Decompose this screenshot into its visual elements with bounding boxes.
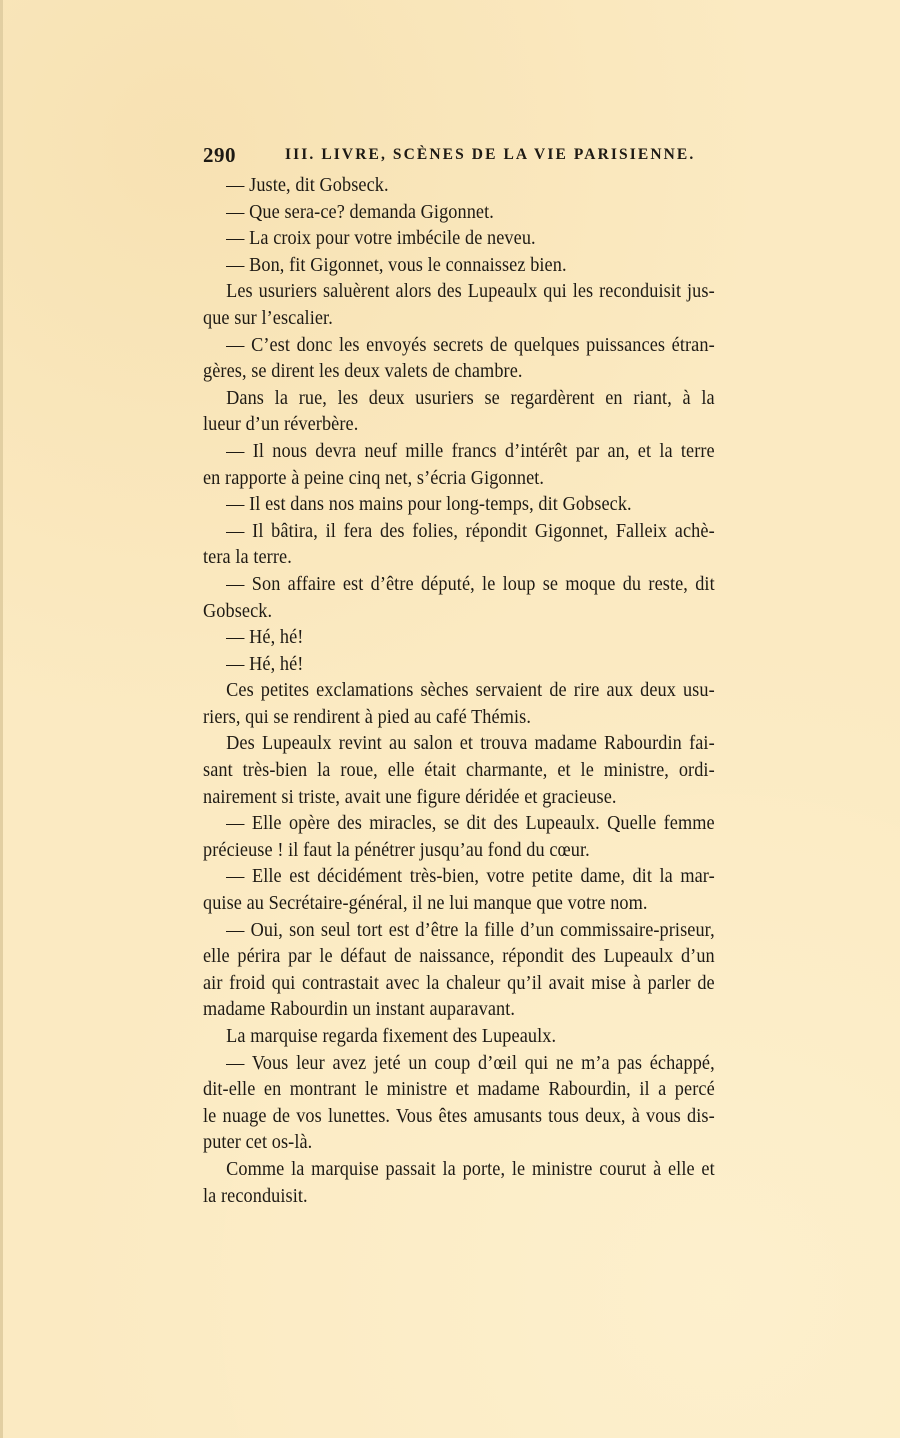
text-line: — Son affaire est d’être député, le loup se moque du reste, dit (226, 572, 715, 595)
text-line: puter cet os-là. (203, 1131, 313, 1154)
text-line: Les usuriers saluèrent alors des Lupeaulx qui les reconduisit jus- (226, 280, 715, 303)
text-line: Dans la rue, les deux usuriers se regardèrent en riant, à la (226, 386, 715, 409)
text-line: en rapporte à peine cinq net, s’écria Gigonnet. (203, 466, 545, 489)
text-line: la reconduisit. (203, 1184, 308, 1207)
page-header (203, 141, 723, 171)
text-line: que sur l’escalier. (203, 306, 333, 329)
text-line: — Bon, fit Gigonnet, vous le connaissez bien. (226, 253, 567, 276)
text-line: Comme la marquise passait la porte, le ministre courut à elle et (226, 1157, 715, 1180)
text-line: air froid qui contrastait avec la chaleur qu’il avait mise à parler de (203, 971, 715, 994)
text-line: Ces petites exclamations sèches servaient de rire aux deux usu- (226, 679, 715, 702)
text-line: — Vous leur avez jeté un coup d’œil qui ne m’a pas échappé, (226, 1051, 715, 1074)
text-line: — Il bâtira, il fera des folies, répondit Gigonnet, Falleix achè- (226, 519, 715, 542)
text-line: madame Rabourdin un instant auparavant. (203, 998, 516, 1021)
text-line: — Juste, dit Gobseck. (226, 174, 389, 196)
text-line: — Hé, hé! (226, 626, 304, 649)
text-line: — Elle est décidément très-bien, votre petite dame, dit la mar- (226, 865, 715, 888)
text-line: La marquise regarda fixement des Lupeaulx. (226, 1025, 557, 1047)
text-line: — Il nous devra neuf mille francs d’intérêt par an, et la terre (226, 439, 715, 462)
text-line: — Oui, son seul tort est d’être la fille d’un commissaire-priseur, (226, 918, 715, 941)
text-line: quise au Secrétaire-général, il ne lui manque que votre nom. (203, 892, 648, 915)
text-line: riers, qui se rendirent à pied au café Thémis. (203, 705, 531, 728)
text-line: — Que sera-ce? demanda Gigonnet. (226, 200, 494, 223)
text-line: dit-elle en montrant le ministre et madame Rabourdin, il a percé (203, 1078, 715, 1101)
text-line: — Elle opère des miracles, se dit des Lupeaulx. Quelle femme (226, 812, 715, 835)
text-line: — La croix pour votre imbécile de neveu. (226, 227, 536, 250)
running-head: III. LIVRE, SCÈNES DE LA VIE PARISIENNE. (285, 146, 696, 163)
text-line: lueur d’un réverbère. (203, 413, 359, 436)
text-line: elle périra par le défaut de naissance, répondit des Lupeaulx d’un (203, 945, 715, 968)
text-line: — Hé, hé! (226, 652, 304, 675)
text-line: — Il est dans nos mains pour long-temps, dit Gobseck. (226, 493, 632, 516)
body-text (203, 172, 715, 1209)
text-line: Gobseck. (203, 599, 273, 622)
text-line: gères, se dirent les deux valets de chambre. (203, 360, 523, 383)
text-line: — C’est donc les envoyés secrets de quelques puissances étran- (226, 333, 715, 356)
page-number: 290 (203, 143, 236, 167)
text-line: tera la terre. (203, 546, 292, 569)
page-edge (0, 0, 3, 1438)
text-line: nairement si triste, avait une figure déridée et gracieuse. (203, 785, 617, 808)
text-line: Des Lupeaulx revint au salon et trouva madame Rabourdin fai- (226, 732, 715, 755)
text-line: le nuage de vos lunettes. Vous êtes amusants tous deux, à vous dis- (203, 1104, 715, 1127)
text-line: sant très-bien la roue, elle était charmante, et le ministre, ordi- (203, 759, 715, 782)
text-line: précieuse ! il faut la pénétrer jusqu’au fond du cœur. (203, 838, 590, 861)
